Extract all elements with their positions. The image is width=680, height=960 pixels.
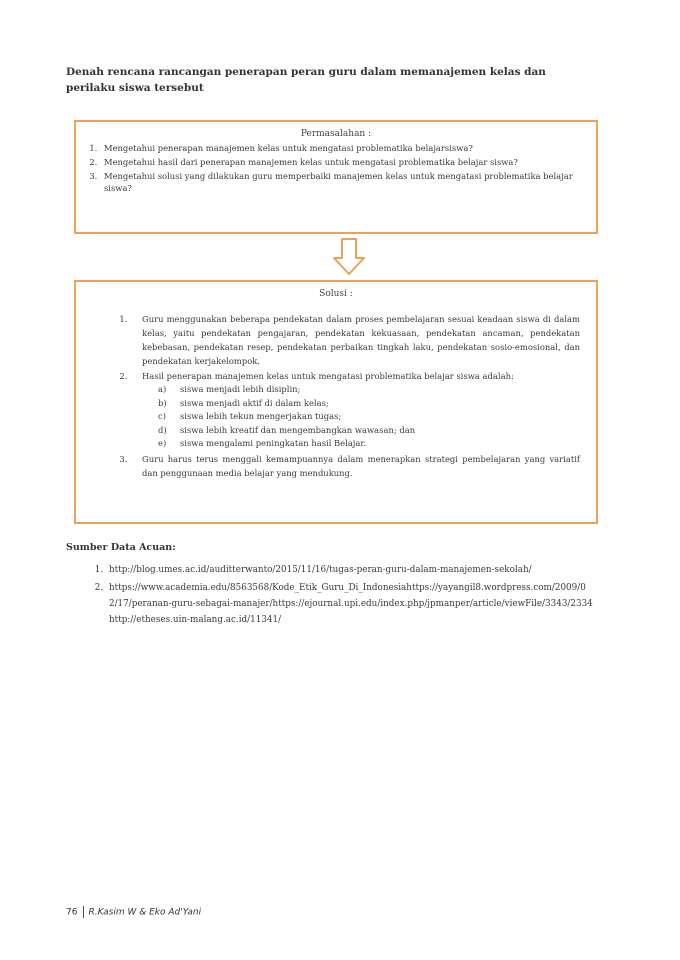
source-link[interactable]: 1. http://blog.umes.ac.id/auditterwanto/2015/11/16/tugas-peran-guru-dalam-manajemen-sekolah/ bbox=[106, 562, 594, 578]
subitem-marker: d) bbox=[158, 424, 167, 435]
solution-title: Solusi : bbox=[319, 289, 353, 299]
solution-item: 3. Guru harus terus menggali kemampuannya dalam menerapkan strategi pembelajaran yang variatif dan penggunaan media belajar yang mendukung. bbox=[130, 452, 580, 480]
subitem-text: siswa lebih kreatif dan mengembangkan wawasan; dan bbox=[180, 424, 416, 435]
solution-sublist bbox=[142, 383, 580, 451]
subitem-marker: c) bbox=[158, 411, 166, 421]
solution-subitem bbox=[158, 410, 580, 424]
subitem-text: siswa menjadi lebih disiplin; bbox=[180, 384, 301, 394]
footer-divider bbox=[83, 906, 84, 918]
section-heading: Denah rencana rancangan penerapan peran guru dalam memanajemen kelas dan perilaku siswa tersebut bbox=[66, 66, 546, 94]
solution-list bbox=[76, 312, 580, 480]
subitem-marker: b) bbox=[158, 397, 167, 408]
solution-item: 1. Guru menggunakan beberapa pendekatan dalam proses pembelajaran sesuai keadaan siswa di dalam kelas, yaitu pendekatan pengajaran, pendekatan kekuasaan, pendekatan ancaman, pendekatan kebebasan, pendekatan resep, pendekatan perbaikan tingkah laku, pendekatan sosio-emosional, dan pendekatan kerjakelompok. bbox=[130, 312, 580, 368]
solution-subitem bbox=[158, 397, 580, 411]
subitem-marker: e) bbox=[158, 438, 167, 448]
problem-title: Permasalahan : bbox=[300, 129, 372, 139]
subitem-text: siswa menjadi aktif di dalam kelas; bbox=[180, 397, 329, 408]
problem-list bbox=[76, 142, 596, 194]
solution-box bbox=[74, 280, 598, 524]
problem-item: 1. Mengetahui penerapan manajemen kelas untuk mengatasi problematika belajarsiswa? bbox=[100, 142, 596, 154]
problem-box bbox=[74, 120, 598, 234]
solution-subitem bbox=[158, 424, 580, 438]
solution-subitem bbox=[158, 437, 580, 451]
page-footer bbox=[66, 906, 201, 918]
sources-list bbox=[90, 562, 594, 630]
source-link[interactable]: 2. https://www.academia.edu/8563568/Kode_Etik_Guru_Di_Indonesiahttps://yayangil8.wordpress.com/2009/02/17/peranan-guru-sebagai-manajer/https://ejournal.upi.edu/index.php/jpmanper/article/viewFile/3343/2334http://etheses.uin-malang.ac.id/11341/ bbox=[106, 580, 594, 628]
problem-item: 2. Mengetahui hasil dari penerapan manajemen kelas untuk mengatasi problematika belajar siswa? bbox=[100, 156, 596, 168]
page-number: 76 bbox=[66, 907, 78, 918]
problem-item: 3. Mengetahui solusi yang dilakukan guru memperbaiki manajemen kelas untuk mengatasi problematika belajar siswa? bbox=[100, 170, 596, 194]
subitem-marker: a) bbox=[158, 384, 167, 394]
subitem-text: siswa mengalami peningkatan hasil Belajar. bbox=[180, 438, 367, 448]
subitem-text: siswa lebih tekun mengerjakan tugas; bbox=[180, 411, 342, 421]
down-arrow-icon bbox=[332, 238, 366, 276]
solution-item bbox=[130, 369, 580, 451]
footer-authors: R.Kasim W & Eko Ad'Yani bbox=[88, 907, 202, 918]
sources-title: Sumber Data Acuan: bbox=[66, 542, 176, 553]
solution-item-text: Hasil penerapan manajemen kelas untuk mengatasi problematika belajar siswa adalah: bbox=[142, 371, 514, 381]
solution-subitem bbox=[158, 383, 580, 397]
